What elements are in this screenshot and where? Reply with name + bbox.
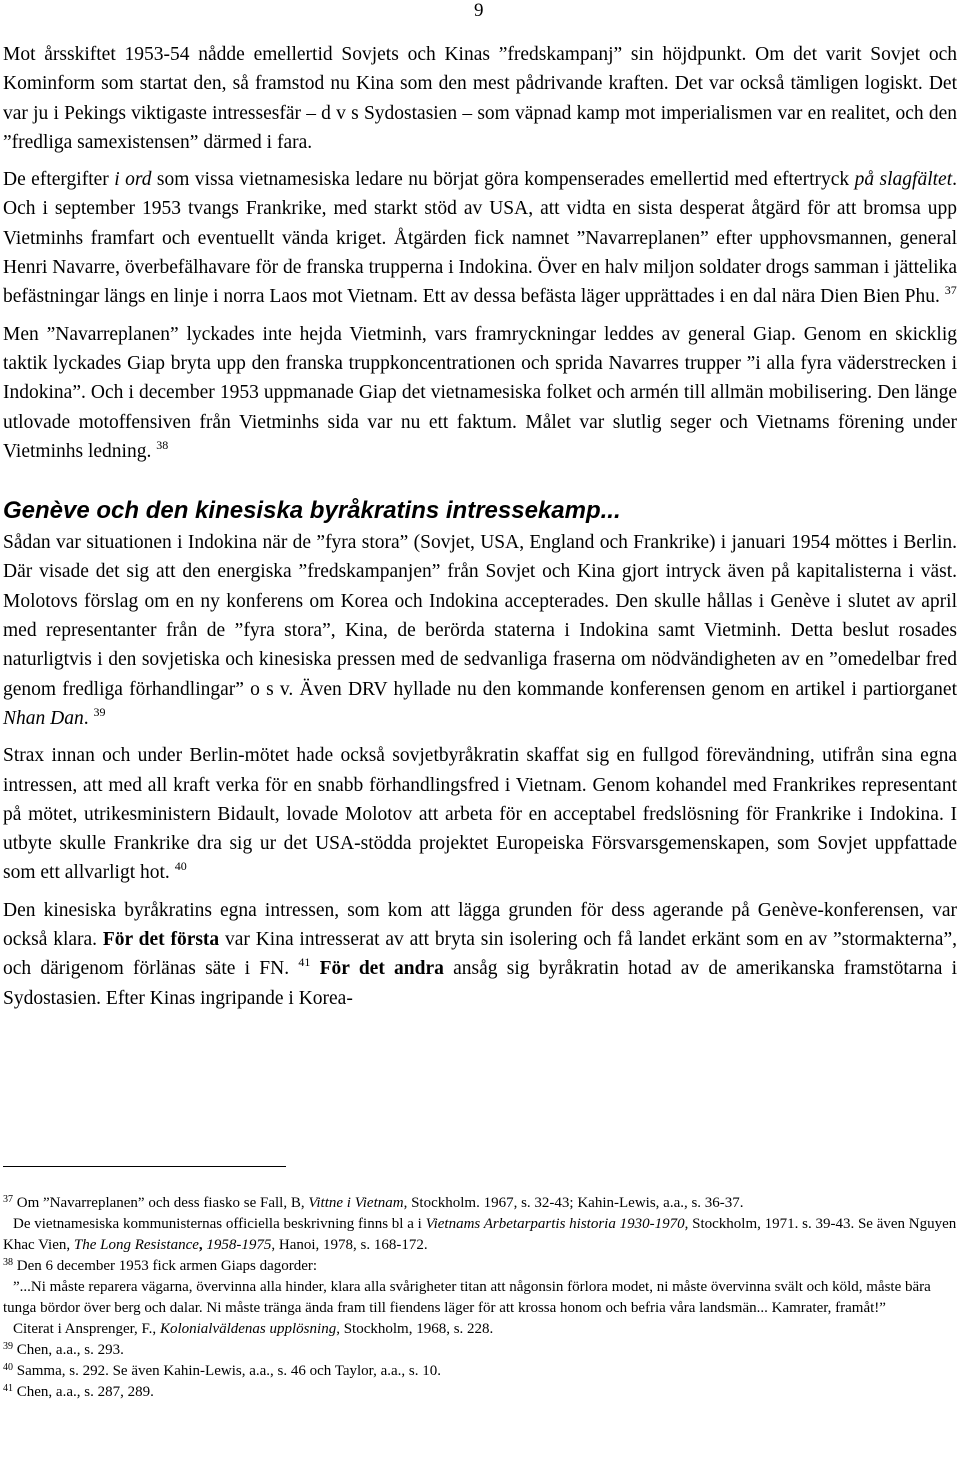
paragraph-1: Mot årsskiftet 1953-54 nådde emellertid Sovjets och Kinas ”fredskampanj” sin höjdpunkt. Om det varit Sovjet och Kominform som startat den, så framstod nu Kina som den mest pådrivande kraften. Det var också tämligen logiskt. Det var ju i Pekings viktigaste intressesfär – d v s Sydostasien – som väpnad kamp mot imperialismen var en realitet, och den ”fredliga samexistensen” därmed i fara. bbox=[3, 44, 957, 153]
footnote-37-continued bbox=[3, 1214, 957, 1256]
text-span: Chen, a.a., s. 287, 289. bbox=[16, 1384, 154, 1400]
text-span: . Och i september 1953 tvangs Frankrike, med starkt stöd av USA, att vidta en sista desperat åtgärd för att bromsa upp Vietminhs framfart och eventuellt vända kriget. Åtgärden fick namnet ”Navarreplanen” efter upphovsmannen, general Henri Navarre, överbefälhavare för de franska trupperna i Indokina. Över en halv miljon soldater drogs samman i jättelika befästningar längs en linje i norra Laos mot Vietnam. Ett av dessa befästa läger upprättades i en dal nära Dien Bien Phu. bbox=[3, 169, 957, 308]
footnote-39 bbox=[3, 1340, 957, 1361]
paragraph-6 bbox=[3, 896, 957, 1013]
footnote-ref[interactable]: 40 bbox=[174, 859, 187, 874]
section-heading: Genève och den kinesiska byråkratins intressekamp... bbox=[3, 497, 621, 525]
footnote-38-citation bbox=[3, 1319, 957, 1340]
text-span: Sådan var situationen i Indokina när de ”fyra stora” (Sovjet, USA, England och Frankrike) i januari 1954 möttes i Berlin. Där visade det sig att den energiska ”fredskampanjen” från Sovjet och Kina gjort intryck även på kapitalisterna i väst. Molotovs förslag om en ny konferens om Korea och Indokina accepterades. Den skulle hållas i Genève i slutet av april med representanter från de ”fyra stora”, Kina, de berörda staterna i Indokina samt Vietminh. Detta beslut rosades naturligtvis i den sovjetiska och kinesiska pressen med de sedvanliga fraserna om nödvändigheten av en ”omedelbar fred genom fredliga förhandlingar” o s v. Även DRV hyllade nu den kommande konferensen genom en artikel i partiorganet bbox=[3, 532, 957, 700]
footnote-37 bbox=[3, 1193, 957, 1214]
text-span: , Stockholm, 1971. s. 39-43. Se även Nguyen Khac Vien, bbox=[3, 1216, 957, 1253]
footnotes bbox=[3, 1193, 957, 1403]
italic-span: i ord bbox=[114, 169, 152, 191]
footnote-40 bbox=[3, 1361, 957, 1382]
italic-span: Vietnams Arbetarpartis historia 1930-1970 bbox=[425, 1216, 685, 1232]
text-span: Samma, s. 292. Se även Kahin-Lewis, a.a., s. 46 och Taylor, a.a., s. 10. bbox=[16, 1363, 441, 1379]
text-span: som vissa vietnamesiska ledare nu börjat göra kompenserades emellertid med eftertryck bbox=[151, 169, 855, 191]
text-span: De eftergifter bbox=[3, 169, 115, 191]
italic-span: Vittne i Vietnam bbox=[308, 1195, 404, 1211]
text-span: . bbox=[83, 707, 89, 729]
footnote-ref[interactable]: 38 bbox=[156, 437, 169, 452]
text-span: var Kina intresserat av att bryta sin isolering och få landet erkänt som en av ”stormakterna”, och därigenom förlänas säte i FN. bbox=[3, 929, 957, 980]
italic-span: Kolonialväldenas upplösning bbox=[159, 1321, 337, 1337]
footnote-separator bbox=[3, 1166, 286, 1167]
footnote-ref[interactable]: 39 bbox=[93, 704, 106, 719]
footnote-38-quote: ”...Ni måste reparera vägarna, övervinna alla hinder, klara alla svårigheter titan att någonsin förlora modet, ni måste övervinna svält och köld, måste bära tunga bördor över berg och dalar. Ni måste tränga ända fram till fiendens läger för att krossa honom och befria våra landsmän... Kamrater, framåt!” bbox=[3, 1279, 931, 1316]
footnote-number: 39 bbox=[3, 1341, 13, 1352]
footnote-number: 38 bbox=[3, 1257, 13, 1268]
text-span: , Stockholm. 1967, s. 32-43; Kahin-Lewis, a.a., s. 36-37. bbox=[403, 1195, 744, 1211]
footnote-38 bbox=[3, 1256, 957, 1277]
text-span: Den 6 december 1953 fick armen Giaps dagorder: bbox=[16, 1258, 318, 1274]
text-span: Men ”Navarreplanen” lyckades inte hejda Vietminh, vars framryckningar leddes av general Giap. Genom en skicklig taktik lyckades Giap bryta upp den franska truppkoncentrationen och sprida Navarres trupper ”i alla fyra väderstrecken i Indokina”. Och i december 1953 uppmanade Giap det vietnamesiska folket och armén till allmän mobilisering. Den länge utlovade motoffensiven från Vietminhs sida var nu ett faktum. Målet var slutlig seger och Vietnams förening under Vietminhs ledning. bbox=[3, 323, 957, 462]
bold-span: För det andra bbox=[319, 958, 444, 980]
paragraph-2 bbox=[3, 165, 957, 311]
footnote-number: 37 bbox=[3, 1194, 13, 1205]
paragraph-4 bbox=[3, 528, 957, 733]
page-number: 9 bbox=[474, 0, 484, 21]
text-span: ansåg sig byråkratin hotad av de amerikanska framstötarna i Sydostasien. Efter Kinas ingripande i Korea- bbox=[3, 958, 958, 1009]
italic-span: på slagfältet bbox=[854, 169, 953, 191]
italic-span: 1958-1975 bbox=[202, 1237, 272, 1253]
text-span: Citerat i Ansprenger, F., bbox=[13, 1321, 160, 1337]
text-span: Den kinesiska byråkratins egna intressen, som kom att lägga grunden för dess agerande på Genève-konferensen, var också klara. bbox=[3, 899, 957, 951]
footnote-41 bbox=[3, 1382, 957, 1403]
footnote-number: 41 bbox=[3, 1383, 13, 1394]
italic-span: The Long Resistance bbox=[73, 1237, 199, 1253]
text-span: Om ”Navarreplanen” och dess fiasko se Fall, B, bbox=[16, 1195, 309, 1211]
text-span: , Hanoi, 1978, s. 168-172. bbox=[271, 1237, 428, 1253]
paragraph-5 bbox=[3, 741, 957, 887]
bold-span: För det första bbox=[102, 929, 220, 951]
text-span: De vietnamesiska kommunisternas officiella beskrivning finns bl a i bbox=[13, 1216, 426, 1232]
footnote-ref[interactable]: 37 bbox=[944, 283, 957, 298]
footnote-ref[interactable]: 41 bbox=[298, 955, 311, 970]
text-span: , Stockholm, 1968, s. 228. bbox=[336, 1321, 494, 1337]
text-span: Chen, a.a., s. 293. bbox=[16, 1342, 124, 1358]
body-text bbox=[3, 40, 957, 1013]
footnote-number: 40 bbox=[3, 1362, 13, 1373]
bold-span: , bbox=[198, 1237, 203, 1253]
text-span: Strax innan och under Berlin-mötet hade också sovjetbyråkratin skaffat sig en fullgod förevändning, utifrån sina egna intressen, att med all kraft verka för en snabb förhandlingsfred i Vietnam. Genom kohandel med Frankrikes representant på mötet, utrikesministern Bidault, lovade Molotov att arbeta för en acceptabel fredslösning för Frankrike i Indokina. I utbyte skulle Frankrike dra sig ur det USA-stödda projektet Europeiska Försvarsgemenskapen, som Sovjet uppfattade som ett allvarligt hot. bbox=[3, 745, 957, 884]
italic-span: Nhan Dan bbox=[3, 707, 84, 729]
paragraph-3 bbox=[3, 320, 957, 466]
